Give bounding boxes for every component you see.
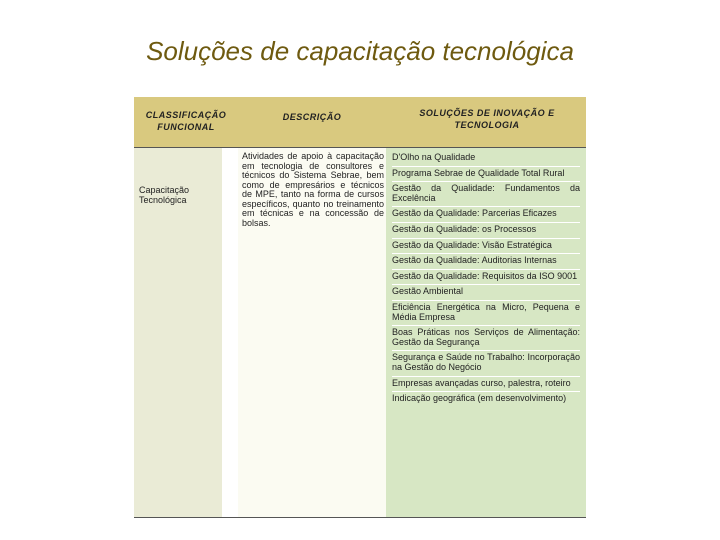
solutions-table	[134, 97, 586, 518]
list-item: Boas Práticas nos Serviços de Alimentação: Gestão da Segurança	[392, 326, 580, 351]
slide-title: Soluções de capacitação tecnológica	[146, 36, 574, 66]
header-descricao: DESCRIÇÃO	[282, 112, 342, 122]
list-item: Gestão da Qualidade: Parcerias Eficazes	[392, 207, 580, 223]
list-item: D'Olho na Qualidade	[392, 151, 580, 167]
list-item: Segurança e Saúde no Trabalho: Incorporação na Gestão do Negócio	[392, 351, 580, 376]
list-item: Indicação geográfica (em desenvolvimento)	[392, 393, 567, 404]
table-header	[134, 97, 586, 148]
list-item: Gestão da Qualidade: Requisitos da ISO 9001	[392, 270, 580, 286]
list-item: Programa Sebrae de Qualidade Total Rural	[392, 167, 580, 183]
header-solucoes: SOLUÇÕES DE INOVAÇÃO E TECNOLOGIA	[419, 108, 555, 130]
list-item: Gestão da Qualidade: os Processos	[392, 223, 580, 239]
header-classificacao: CLASSIFICAÇÃO FUNCIONAL	[145, 110, 227, 132]
list-item: Gestão da Qualidade: Visão Estratégica	[392, 239, 580, 255]
list-item: Gestão da Qualidade: Fundamentos da Excelência	[392, 182, 580, 207]
list-item: Gestão Ambiental	[392, 285, 580, 301]
solutions-list	[392, 151, 580, 407]
list-item: Gestão da Qualidade: Auditorias Internas	[392, 254, 580, 270]
description-cell: Atividades de apoio à capacitação em tecnologia de consultores e técnicos do Sistema Sebrae, bem como de empresários e técnicos de MPE, tanto na forma de cursos específicos, quanto no treinamento em técnicas e na concessão de bolsas.	[242, 151, 384, 228]
list-item: Empresas avançadas curso, palestra, roteiro	[392, 377, 580, 393]
classification-cell: Capacitação Tecnológica	[139, 185, 190, 205]
list-item: Eficiência Energética na Micro, Pequena e Média Empresa	[392, 301, 580, 326]
